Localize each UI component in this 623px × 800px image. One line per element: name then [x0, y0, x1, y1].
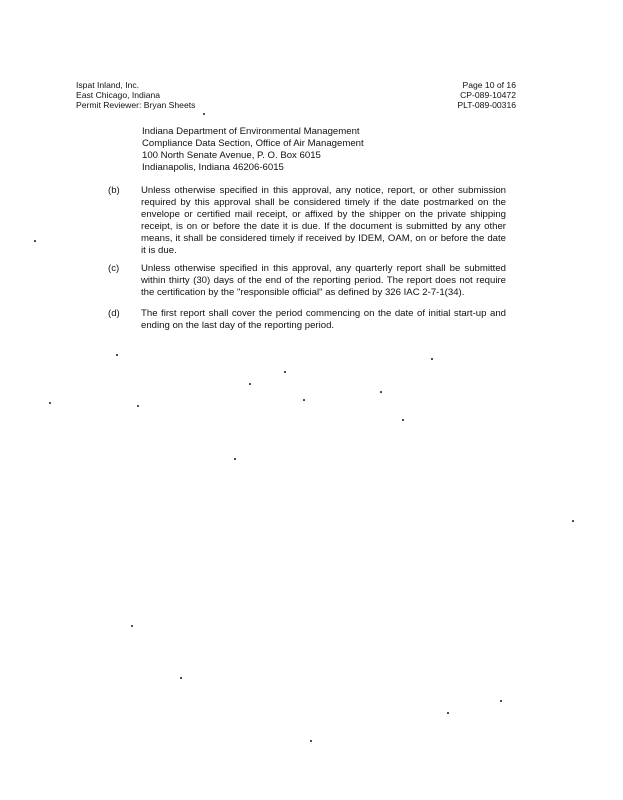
scan-speck	[180, 677, 182, 679]
page-number: Page 10 of 16	[462, 80, 516, 90]
scan-speck	[572, 520, 574, 522]
scan-speck	[402, 419, 404, 421]
clause-label: (d)	[108, 308, 120, 319]
scan-speck	[203, 113, 205, 115]
clause-text: Unless otherwise specified in this approval, any quarterly report shall be submitted within thirty (30) days of the end of the reporting period. The report does not require the certification by the "responsible official" as defined by 326 IAC 2-7-1(34).	[141, 263, 506, 299]
clause-c	[108, 263, 508, 303]
scan-speck	[116, 354, 118, 356]
scan-speck	[249, 383, 251, 385]
clause-label: (c)	[108, 263, 120, 274]
scan-speck	[34, 240, 36, 242]
scan-speck	[447, 712, 449, 714]
clause-d	[108, 308, 508, 338]
scan-speck	[49, 402, 51, 404]
scan-speck	[380, 391, 382, 393]
address-line: Indiana Department of Environmental Management	[142, 126, 360, 137]
clause-b	[108, 185, 508, 255]
scan-speck	[500, 700, 502, 702]
header-left	[76, 80, 195, 110]
address-line: 100 North Senate Avenue, P. O. Box 6015	[142, 150, 321, 161]
permit-reviewer: Permit Reviewer: Bryan Sheets	[76, 100, 196, 110]
clause-label: (b)	[108, 185, 120, 196]
scan-speck	[284, 371, 286, 373]
scan-speck	[234, 458, 236, 460]
permit-number-plt: PLT-089-00316	[457, 100, 516, 110]
scan-speck	[137, 405, 139, 407]
company-name: Ispat Inland, Inc.	[76, 80, 140, 90]
clause-text: Unless otherwise specified in this approval, any notice, report, or other submission required by this approval shall be considered timely if the date postmarked on the envelope or certified mail receipt, or affixed by the shipper on the private shipping receipt, is on or before the date it is due. If the document is submitted by any other means, it shall be considered timely if received by IDEM, OAM, on or before the date it is due.	[141, 185, 506, 257]
header-right	[457, 80, 516, 110]
company-location: East Chicago, Indiana	[76, 90, 161, 100]
scan-speck	[303, 399, 305, 401]
scan-speck	[310, 740, 312, 742]
scan-speck	[431, 358, 433, 360]
address-line: Compliance Data Section, Office of Air Management	[142, 138, 364, 149]
clause-text: The first report shall cover the period commencing on the date of initial start-up and ending on the last day of the reporting period.	[141, 308, 506, 332]
mailing-address	[142, 126, 364, 174]
permit-number-cp: CP-089-10472	[460, 90, 516, 100]
scan-speck	[131, 625, 133, 627]
address-line: Indianapolis, Indiana 46206-6015	[142, 162, 284, 173]
